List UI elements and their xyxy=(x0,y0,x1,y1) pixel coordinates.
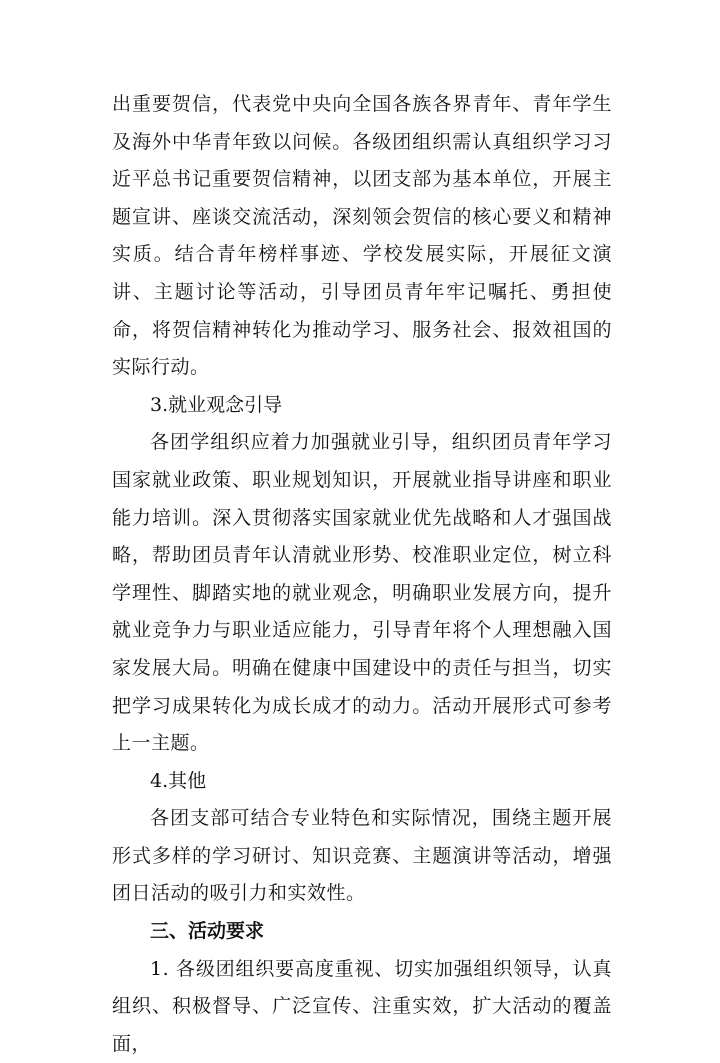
body-paragraph-3: 各团支部可结合专业特色和实际情况，围绕主题开展形式多样的学习研讨、知识竞赛、主题演讲等活动，增强团日活动的吸引力和实效性。 xyxy=(112,807,612,905)
subheading-other: 4.其他 xyxy=(150,769,207,792)
document-page xyxy=(112,86,612,1063)
subheading-employment-guidance: 3.就业观念引导 xyxy=(150,393,283,416)
body-paragraph-1: 出重要贺信，代表党中央向全国各族各界青年、青年学生及海外中华青年致以问候。各级团组织需认真组织学习习近平总书记重要贺信精神，以团支部为基本单位，开展主题宣讲、座谈交流活动，深刻领会贺信的核心要义和精神实质。结合青年榜样事迹、学校发展实际，开展征文演讲、主题讨论等活动，引导团员青年牢记嘱托、勇担使命，将贺信精神转化为推动学习、服务社会、报效祖国的实际行动。 xyxy=(112,93,612,379)
section-heading-activity-requirements: 三、活动要求 xyxy=(150,920,265,943)
body-paragraph-4: 1. 各级团组织要高度重视、切实加强组织领导，认真组织、积极督导、广泛宣传、注重实效，扩大活动的覆盖面， xyxy=(112,957,612,1055)
body-paragraph-2: 各团学组织应着力加强就业引导，组织团员青年学习国家就业政策、职业规划知识，开展就业指导讲座和职业能力培训。深入贯彻落实国家就业优先战略和人才强国战略，帮助团员青年认清就业形势、校准职业定位，树立科学理性、脚踏实地的就业观念，明确职业发展方向，提升就业竞争力与职业适应能力，引导青年将个人理想融入国家发展大局。明确在健康中国建设中的责任与担当，切实把学习成果转化为成长成才的动力。活动开展形式可参考上一主题。 xyxy=(112,431,612,755)
